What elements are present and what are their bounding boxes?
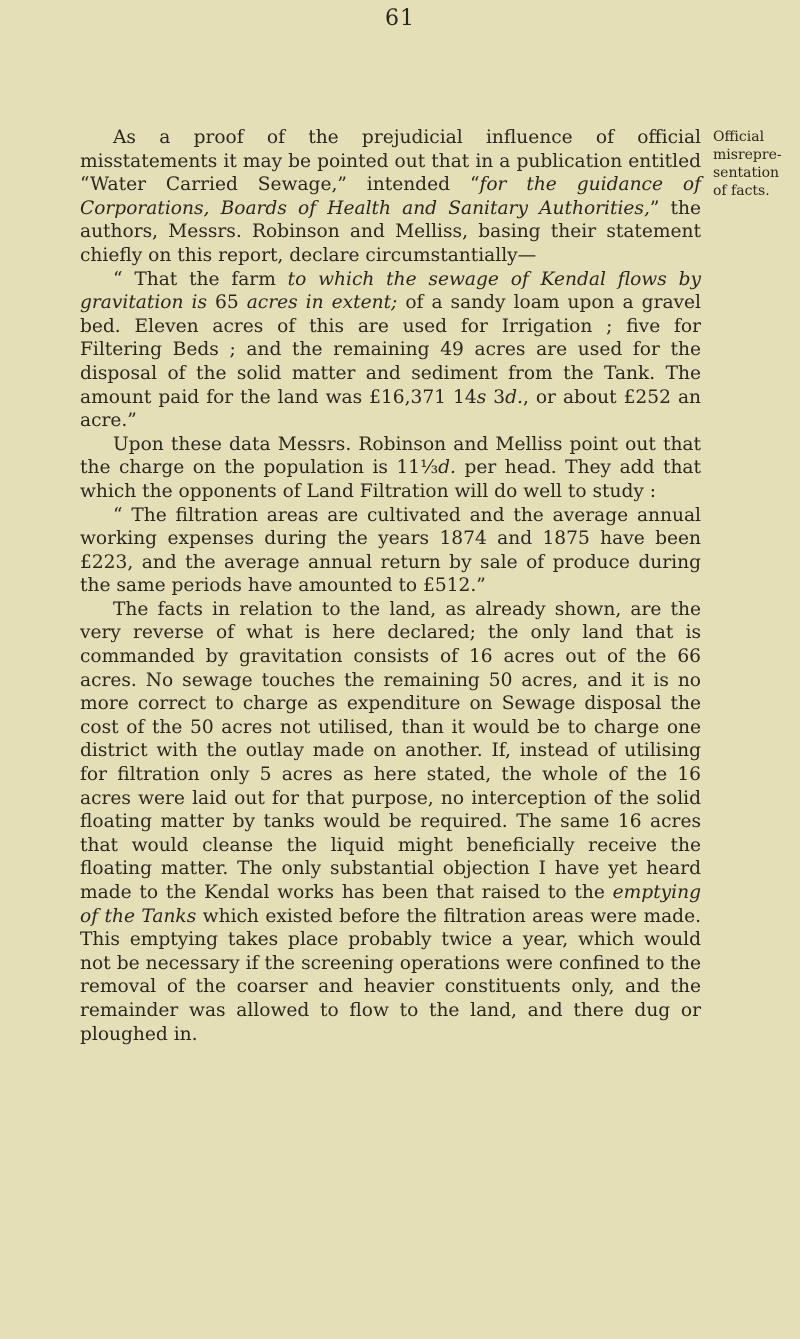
- italic-text: emptying of the Tanks: [80, 882, 701, 927]
- body-text: [80, 126, 701, 1046]
- text-run: 65: [207, 292, 247, 314]
- text-run: “ The filtration areas are cultivated and the average annual working expenses during the years 1874 and 1875 have been £223, and the average annual return by sale of produce during the same periods have amounted to £512.”: [80, 504, 701, 597]
- text-run: The facts in relation to the land, as already shown, are the very reverse of what is here declared; the only land that is commanded by gravitation consists of 16 acres out of the 66 acres. No sewage touches the remaining 50 acres, and it is no more correct to charge as expenditure on Sewage disposal the cost of the 50 acres not utilised, than it would be to charge one district with the outlay made on another. If, instead of utilising for filtration only 5 acres as here stated, the whole of the 16 acres were laid out for that purpose, no interception of the solid floating matter by tanks would be required. The same 16 acres that would cleanse the liquid might beneficially receive the floating matter. The only substantial objection I have yet heard made to the Kendal works has been that raised to the: [80, 598, 701, 903]
- text-run: “ That the farm: [113, 268, 288, 290]
- text-run: , or about £252 an acre.”: [80, 386, 701, 432]
- text-run: per head. They add that which the opponents of Land Filtration will do well to study :: [80, 457, 701, 502]
- paragraph: [80, 268, 701, 433]
- italic-text: for the guidance of Corporations, Boards of Health and Sanitary Authorities,: [80, 174, 701, 219]
- italic-text: d.: [505, 386, 523, 408]
- paragraph: [80, 598, 701, 1046]
- text-run: As a proof of the prejudicial influence of official misstatements it may be pointed out that in a publication entitled “Water Carried Sewage,” intended “: [80, 127, 701, 196]
- text-run: of a sandy loam upon a gravel bed. Eleven acres of this are used for Irrigation ; five for Filtering Beds ; and the remaining 49 acres are used for the disposal of the solid matter and sediment from the Tank. The amount paid for the land was £16,371 14: [80, 292, 701, 408]
- margin-note-line: misrepre-: [713, 147, 782, 163]
- italic-text: s: [476, 386, 487, 408]
- page-number: 61: [385, 6, 415, 31]
- margin-note-line: Official: [713, 129, 765, 145]
- margin-note-line: sentation: [713, 165, 780, 181]
- italic-text: d.: [438, 457, 456, 479]
- margin-note: [713, 128, 799, 200]
- italic-text: acres in extent;: [246, 292, 398, 314]
- margin-note-line: of facts.: [713, 183, 770, 199]
- paragraph: [80, 126, 701, 268]
- text-run: 3: [486, 386, 506, 408]
- text-run: Upon these data Messrs. Robinson and Melliss point out that the charge on the population is 11⅓: [80, 433, 701, 479]
- text-run: which existed before the filtration areas were made. This emptying takes place probably twice a year, which would not be necessary if the screening operations were confined to the removal of the coarser and heavier constituents only, and the remainder was allowed to flow to the land, and there dug or ploughed in.: [80, 905, 701, 1045]
- italic-text: to which the sewage of Kendal flows by gravitation is: [80, 268, 701, 314]
- paragraph: [80, 504, 701, 598]
- text-run: ” the authors, Messrs. Robinson and Melliss, basing their statement chiefly on this report, declare circumstantially—: [80, 197, 701, 266]
- paragraph: [80, 433, 701, 504]
